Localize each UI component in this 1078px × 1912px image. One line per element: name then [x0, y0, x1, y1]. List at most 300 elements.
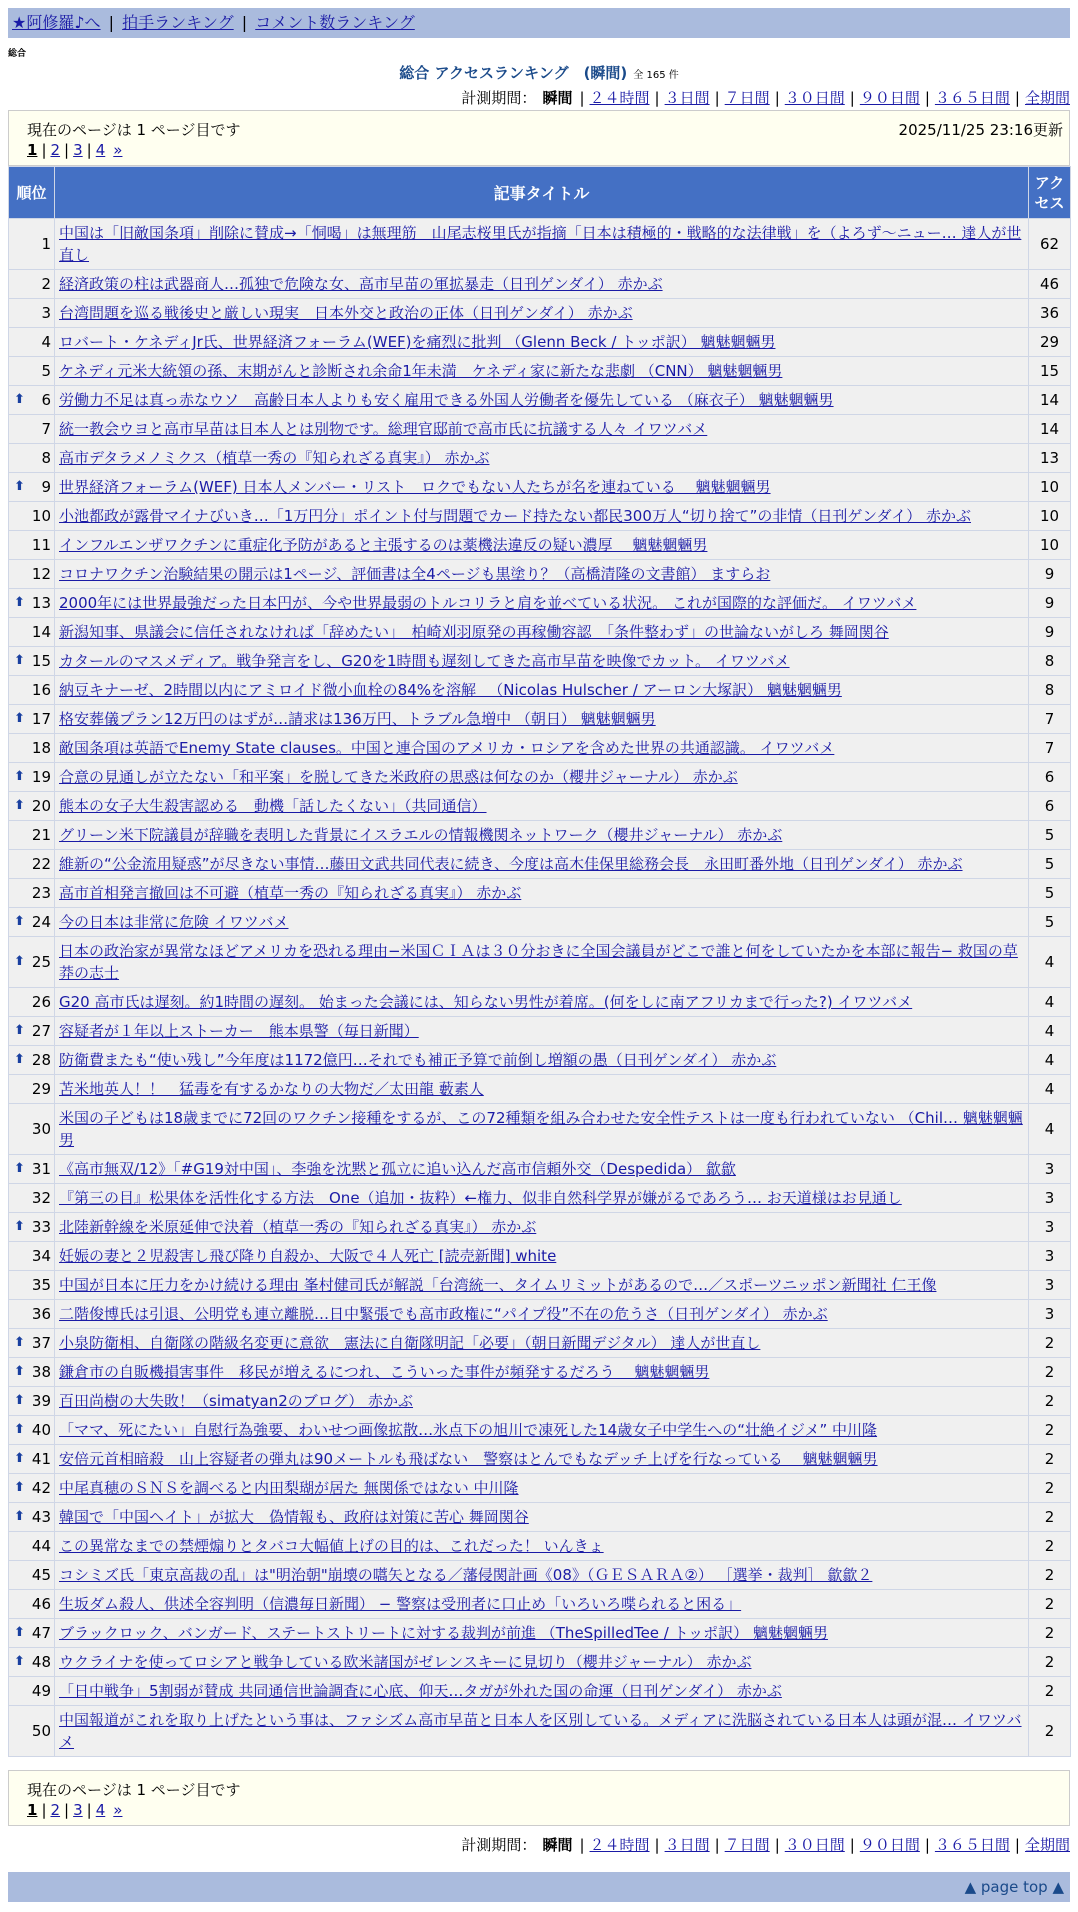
- rank-number: 46: [31, 1595, 51, 1613]
- page-info: 現在のページは 1 ページ目です: [27, 121, 241, 139]
- rank-number: 5: [41, 362, 51, 380]
- title-cell: [55, 988, 1029, 1017]
- rank-number: 47: [31, 1624, 51, 1642]
- access-header: アクセス: [1029, 167, 1071, 219]
- rank-cell: [9, 328, 55, 357]
- top-nav-bar: [8, 8, 1070, 38]
- period-label: 計測期間：: [461, 1836, 537, 1854]
- up-arrow-icon: ⬆: [14, 1161, 25, 1176]
- access-count: 7: [1029, 734, 1071, 763]
- period-link-3d[interactable]: ３日間: [664, 1836, 710, 1854]
- up-arrow-icon: ⬆: [14, 1654, 25, 1669]
- up-arrow-icon: ⬆: [14, 769, 25, 784]
- access-count: 6: [1029, 792, 1071, 821]
- home-link[interactable]: ★阿修羅♪へ: [12, 13, 101, 32]
- page-info: 現在のページは 1 ページ目です: [27, 1781, 241, 1799]
- period-link-365d[interactable]: ３６５日間: [934, 89, 1010, 107]
- up-arrow-icon: ⬆: [14, 1625, 25, 1640]
- table-row: [9, 792, 1071, 821]
- article-link[interactable]: 中国が日本に圧力をかけ続ける理由 峯村健司氏が解説「台湾統一、タイムリミットがあるので…／スポーツニッポン新聞社 仁王像: [59, 1276, 937, 1294]
- title-header: 記事タイトル: [55, 167, 1029, 219]
- access-count: 13: [1029, 444, 1071, 473]
- rank-number: 20: [31, 797, 51, 815]
- pager-top: 1 | 2 | 3 | 4 »: [27, 141, 123, 159]
- rank-cell: [9, 415, 55, 444]
- table-row: [9, 647, 1071, 676]
- title-cell: [55, 299, 1029, 328]
- table-row: [9, 618, 1071, 647]
- article-link[interactable]: 小泉防衛相、自衛隊の階級名変更に意欲 憲法に自衛隊明記「必要」（朝日新聞デジタル） 達人が世直し: [59, 1334, 761, 1352]
- table-row: [9, 1706, 1071, 1757]
- page-top-link[interactable]: ▲ page top ▲: [964, 1878, 1064, 1896]
- rank-number: 15: [31, 652, 51, 670]
- article-link[interactable]: 経済政策の柱は武器商人…孤独で危険な女、高市早苗の軍拡暴走（日刊ゲンダイ） 赤かぶ: [59, 275, 663, 293]
- article-link[interactable]: 「日中戦争」5割弱が賛成 共同通信世論調査に心底、仰天…タガが外れた国の命運（日刊ゲンダイ） 赤かぶ: [59, 1682, 782, 1700]
- title-cell: [55, 937, 1029, 988]
- rank-cell: [9, 618, 55, 647]
- table-row: [9, 1619, 1071, 1648]
- table-row: [9, 734, 1071, 763]
- title-cell: [55, 647, 1029, 676]
- access-count: 10: [1029, 502, 1071, 531]
- rank-number: 40: [31, 1421, 51, 1439]
- title-cell: [55, 1155, 1029, 1184]
- article-link[interactable]: 2000年には世界最強だった日本円が、今や世界最弱のトルコリラと肩を並べている状況。 これが国際的な評価だ。 イワツバメ: [59, 594, 917, 612]
- up-arrow-icon: ⬆: [14, 653, 25, 668]
- up-arrow-icon: ⬆: [14, 798, 25, 813]
- applause-ranking-link[interactable]: 拍手ランキング: [122, 13, 234, 32]
- rank-cell: [9, 1416, 55, 1445]
- period-selector-bottom: 計測期間： 瞬間 | ２４時間 | ３日間 | ７日間 | ３０日間 | ９０日間 | ３６５日間 | 全期間: [461, 1836, 1070, 1854]
- title-cell: [55, 1445, 1029, 1474]
- article-link[interactable]: グリーン米下院議員が辞職を表明した背景にイスラエルの情報機関ネットワーク（櫻井ジャーナル） 赤かぶ: [59, 826, 783, 844]
- rank-number: 50: [31, 1722, 51, 1740]
- up-arrow-icon: ⬆: [14, 1480, 25, 1495]
- article-link[interactable]: 維新の“公金流用疑惑”が尽きない事情…藤田文武共同代表に続き、今度は高木佳保里総務会長 永田町番外地（日刊ゲンダイ） 赤かぶ: [59, 855, 963, 873]
- table-row: [9, 879, 1071, 908]
- nav-separator: |: [241, 13, 248, 32]
- access-count: 3: [1029, 1271, 1071, 1300]
- article-link[interactable]: 納豆キナーゼ、2時間以内にアミロイド微小血栓の84%を溶解 （Nicolas Hulscher / アーロン大塚訳） 魑魅魍魎男: [59, 681, 842, 699]
- rank-number: 33: [31, 1218, 51, 1236]
- period-link-90d[interactable]: ９０日間: [859, 1836, 920, 1854]
- article-link[interactable]: ケネディ元米大統領の孫、末期がんと診断され余命1年未満 ケネディ家に新たな悲劇 （CNN） 魑魅魍魎男: [59, 362, 783, 380]
- bottom-bar: [8, 1872, 1070, 1902]
- up-arrow-icon: ⬆: [14, 1422, 25, 1437]
- access-count: 36: [1029, 299, 1071, 328]
- pager-bottom: 1 | 2 | 3 | 4 »: [27, 1801, 123, 1819]
- period-link-7d[interactable]: ７日間: [724, 1836, 770, 1854]
- table-row: [9, 1358, 1071, 1387]
- article-link[interactable]: 《高市無双/12》「#G19対中国」、李強を沈黙と孤立に追い込んだ高市信頼外交（Despedida） 歙歙: [59, 1160, 736, 1178]
- title-cell: [55, 415, 1029, 444]
- rank-number: 45: [31, 1566, 51, 1584]
- title-cell: [55, 1474, 1029, 1503]
- rank-number: 21: [31, 826, 51, 844]
- rank-cell: [9, 1300, 55, 1329]
- title-cell: [55, 1503, 1029, 1532]
- rank-cell: [9, 270, 55, 299]
- period-link-7d[interactable]: ７日間: [724, 89, 770, 107]
- article-link[interactable]: コシミズ氏「東京高裁の乱」は"明治朝"崩壊の嚆矢となる／藩侵関計画《08》（ＧＥＳＡＲＡ②） ［選挙・裁判］ 歙歙２: [59, 1566, 873, 1584]
- comment-ranking-link[interactable]: コメント数ランキング: [255, 13, 415, 32]
- pager-current: 1: [27, 141, 38, 159]
- table-row: [9, 1184, 1071, 1213]
- rank-cell: [9, 734, 55, 763]
- rank-number: 41: [31, 1450, 51, 1468]
- period-link-24h[interactable]: ２４時間: [589, 89, 650, 107]
- up-arrow-icon: ⬆: [14, 914, 25, 929]
- rank-number: 25: [31, 953, 51, 971]
- page-title-row: [0, 62, 1078, 83]
- up-arrow-icon: ⬆: [14, 1393, 25, 1408]
- rank-cell: [9, 1532, 55, 1561]
- access-count: 2: [1029, 1416, 1071, 1445]
- table-row: [9, 270, 1071, 299]
- rank-number: 22: [31, 855, 51, 873]
- access-count: 2: [1029, 1503, 1071, 1532]
- rank-cell: [9, 473, 55, 502]
- table-row: [9, 415, 1071, 444]
- rank-cell: [9, 299, 55, 328]
- title-cell: [55, 1300, 1029, 1329]
- table-row: [9, 1561, 1071, 1590]
- rank-cell: [9, 1242, 55, 1271]
- rank-cell: [9, 792, 55, 821]
- rank-number: 9: [41, 478, 51, 496]
- access-count: 5: [1029, 908, 1071, 937]
- period-link-all[interactable]: 全期間: [1024, 1836, 1070, 1854]
- article-link[interactable]: 二階俊博氏は引退、公明党も連立離脱…日中緊張でも高市政権に“パイプ役”不在の危うさ（日刊ゲンダイ） 赤かぶ: [59, 1305, 828, 1323]
- title-cell: [55, 1532, 1029, 1561]
- article-link[interactable]: 韓国で「中国ヘイト」が拡大 偽情報も、政府は対策に苦心 舞岡関谷: [59, 1508, 529, 1526]
- up-arrow-icon: ⬆: [14, 1451, 25, 1466]
- up-arrow-icon: ⬆: [14, 1023, 25, 1038]
- table-row: [9, 1532, 1071, 1561]
- title-cell: [55, 1677, 1029, 1706]
- access-count: 14: [1029, 386, 1071, 415]
- rank-cell: [9, 531, 55, 560]
- pager-link-4[interactable]: 4: [95, 141, 106, 159]
- article-link[interactable]: 敵国条項は英語でEnemy State clauses。中国と連合国のアメリカ・ロシアを含めた世界の共通認識。 イワツバメ: [59, 739, 835, 757]
- rank-cell: [9, 1329, 55, 1358]
- access-count: 2: [1029, 1532, 1071, 1561]
- access-count: 4: [1029, 937, 1071, 988]
- page-info-box-top: [8, 110, 1070, 166]
- access-count: 9: [1029, 589, 1071, 618]
- title-cell: [55, 589, 1029, 618]
- access-count: 7: [1029, 705, 1071, 734]
- rank-cell: [9, 1590, 55, 1619]
- article-link[interactable]: 労働力不足は真っ赤なウソ 高齢日本人よりも安く雇用できる外国人労働者を優先している （麻衣子） 魑魅魍魎男: [59, 391, 834, 409]
- table-row: [9, 357, 1071, 386]
- title-cell: [55, 763, 1029, 792]
- pager-link-4[interactable]: 4: [95, 1801, 106, 1819]
- pager-next[interactable]: »: [113, 1801, 123, 1819]
- rank-cell: [9, 219, 55, 270]
- title-cell: [55, 502, 1029, 531]
- rank-number: 38: [31, 1363, 51, 1381]
- ranking-table: [8, 166, 1071, 1757]
- title-cell: [55, 821, 1029, 850]
- access-count: 2: [1029, 1474, 1071, 1503]
- title-cell: [55, 1590, 1029, 1619]
- article-link[interactable]: ロバート・ケネディJr氏、世界経済フォーラム(WEF)を痛烈に批判 （Glenn Beck / トッポ訳） 魑魅魍魎男: [59, 333, 776, 351]
- rank-cell: [9, 357, 55, 386]
- article-link[interactable]: 妊娠の妻と２児殺害し飛び降り自殺か、大阪で４人死亡 [読売新聞] white: [59, 1247, 557, 1265]
- rank-cell: [9, 1561, 55, 1590]
- table-row: [9, 821, 1071, 850]
- title-cell: [55, 850, 1029, 879]
- rank-cell: [9, 676, 55, 705]
- period-link-3d[interactable]: ３日間: [664, 89, 710, 107]
- period-selector-top: 計測期間： 瞬間 | ２４時間 | ３日間 | ７日間 | ３０日間 | ９０日間 | ３６５日間 | 全期間: [461, 89, 1070, 107]
- title-cell: [55, 560, 1029, 589]
- article-link[interactable]: 容疑者が１年以上ストーカー 熊本県警（毎日新聞）: [59, 1022, 419, 1040]
- article-link[interactable]: 生坂ダム殺人、供述全容判明（信濃毎日新聞） − 警察は受刑者に口止め「いろいろ喋られると困る」: [59, 1595, 742, 1613]
- title-cell: [55, 219, 1029, 270]
- title-cell: [55, 270, 1029, 299]
- article-link[interactable]: 苫米地英人！！ 猛毒を有するかなりの大物だ／太田龍 藪素人: [59, 1080, 484, 1098]
- rank-cell: [9, 1358, 55, 1387]
- rank-number: 13: [31, 594, 51, 612]
- rank-cell: [9, 560, 55, 589]
- table-row: [9, 937, 1071, 988]
- table-row: [9, 219, 1071, 270]
- article-link[interactable]: 中国は「旧敵国条項」削除に賛成→「恫喝」は無理筋 山尾志桜里氏が指摘「日本は積極的・戦略的な法律戦」を（よろず〜ニュー… 達人が世直し: [59, 224, 1022, 264]
- title-cell: [55, 531, 1029, 560]
- rank-cell: [9, 821, 55, 850]
- up-arrow-icon: ⬆: [14, 1052, 25, 1067]
- title-cell: [55, 1046, 1029, 1075]
- table-row: [9, 1590, 1071, 1619]
- article-link[interactable]: 日本の政治家が異常なほどアメリカを恐れる理由−米国ＣＩＡは３０分おきに全国会議員がどこで誰と何をしていたかを本部に報告− 救国の草莽の志士: [59, 942, 1018, 982]
- article-link[interactable]: 米国の子どもは18歳までに72回のワクチン接種をするが、この72種類を組み合わせた安全性テストは一度も行われていない （Chil… 魑魅魍魎男: [59, 1109, 1023, 1149]
- access-count: 8: [1029, 647, 1071, 676]
- rank-cell: [9, 1474, 55, 1503]
- access-count: 10: [1029, 531, 1071, 560]
- article-link[interactable]: 新潟知事、県議会に信任されなければ「辞めたい」 柏崎刈羽原発の再稼働容認 「条件整わず」の世論ないがしろ 舞岡関谷: [59, 623, 889, 641]
- title-cell: [55, 1706, 1029, 1757]
- access-count: 2: [1029, 1561, 1071, 1590]
- rank-number: 28: [31, 1051, 51, 1069]
- article-link[interactable]: 「ママ、死にたい」自慰行為強要、わいせつ画像拡散…氷点下の旭川で凍死した14歳女子中学生への“壮絶イジメ” 中川隆: [59, 1421, 878, 1439]
- article-link[interactable]: カタールのマスメディア。戦争発言をし、G20を1時間も遅刻してきた高市早苗を映像でカット。 イワツバメ: [59, 652, 790, 670]
- article-link[interactable]: 小池都政が露骨マイナびいき…「1万円分」ポイント付与問題でカード持たない都民300万人“切り捨て”の非情（日刊ゲンダイ） 赤かぶ: [59, 507, 971, 525]
- rank-number: 44: [31, 1537, 51, 1555]
- article-link[interactable]: 今の日本は非常に危険 イワツバメ: [59, 913, 289, 931]
- rank-cell: [9, 1648, 55, 1677]
- title-cell: [55, 618, 1029, 647]
- rank-cell: [9, 988, 55, 1017]
- title-cell: [55, 792, 1029, 821]
- table-row: [9, 386, 1071, 415]
- article-link[interactable]: 中国報道がこれを取り上げたという事は、ファシズム高市早苗と日本人を区別している。メディアに洗脳されている日本人は頭が混… イワツバメ: [59, 1711, 1022, 1751]
- rank-cell: [9, 908, 55, 937]
- period-link-365d[interactable]: ３６５日間: [934, 1836, 1010, 1854]
- pager-link-2[interactable]: 2: [50, 141, 61, 159]
- rank-number: 48: [31, 1653, 51, 1671]
- pager-link-3[interactable]: 3: [73, 141, 83, 159]
- table-row: [9, 1387, 1071, 1416]
- access-count: 2: [1029, 1358, 1071, 1387]
- title-cell: [55, 1416, 1029, 1445]
- table-row: [9, 763, 1071, 792]
- access-count: 2: [1029, 1619, 1071, 1648]
- period-link-all[interactable]: 全期間: [1024, 89, 1070, 107]
- period-link-30d[interactable]: ３０日間: [784, 89, 845, 107]
- article-link[interactable]: コロナワクチン治験結果の開示は1ページ、評価書は全4ページも黒塗り？（高橋清隆の文書館） ますらお: [59, 565, 771, 583]
- rank-number: 16: [31, 681, 51, 699]
- access-count: 14: [1029, 415, 1071, 444]
- article-link[interactable]: 防衛費またも“使い残し”今年度は1172億円…それでも補正予算で前倒し増額の愚（日刊ゲンダイ） 赤かぶ: [59, 1051, 777, 1069]
- pager-current: 1: [27, 1801, 38, 1819]
- category-label: 総合: [8, 49, 27, 59]
- table-row: [9, 908, 1071, 937]
- table-row: [9, 589, 1071, 618]
- table-row: [9, 531, 1071, 560]
- rank-number: 35: [31, 1276, 51, 1294]
- up-arrow-icon: ⬆: [14, 595, 25, 610]
- up-arrow-icon: ⬆: [14, 479, 25, 494]
- rank-cell: [9, 1271, 55, 1300]
- total-count: 全 165 件: [633, 70, 679, 81]
- article-link[interactable]: ブラックロック、バンガード、ステートストリートに対する裁判が前進 （TheSpilledTee / トッポ訳） 魑魅魍魎男: [59, 1624, 828, 1642]
- up-arrow-icon: ⬆: [14, 711, 25, 726]
- article-link[interactable]: 統一教会ウヨと高市早苗は日本人とは別物です。総理官邸前で高市氏に抗議する人々 イワツバメ: [59, 420, 708, 438]
- access-count: 3: [1029, 1213, 1071, 1242]
- access-count: 46: [1029, 270, 1071, 299]
- pager-link-2[interactable]: 2: [50, 1801, 61, 1819]
- title-cell: [55, 1213, 1029, 1242]
- title-cell: [55, 386, 1029, 415]
- title-cell: [55, 1104, 1029, 1155]
- title-cell: [55, 1329, 1029, 1358]
- access-count: 29: [1029, 328, 1071, 357]
- rank-cell: [9, 1017, 55, 1046]
- period-link-24h[interactable]: ２４時間: [589, 1836, 650, 1854]
- article-link[interactable]: 北陸新幹線を米原延伸で決着（植草一秀の『知られざる真実』） 赤かぶ: [59, 1218, 537, 1236]
- access-count: 2: [1029, 1677, 1071, 1706]
- article-link[interactable]: 高市デタラメノミクス（植草一秀の『知られざる真実』） 赤かぶ: [59, 449, 490, 467]
- access-count: 62: [1029, 219, 1071, 270]
- rank-number: 2: [41, 275, 51, 293]
- rank-cell: [9, 1184, 55, 1213]
- table-row: [9, 1155, 1071, 1184]
- rank-header: 順位: [9, 167, 55, 219]
- access-count: 8: [1029, 676, 1071, 705]
- nav-separator: |: [108, 13, 115, 32]
- page-info-box-bottom: [8, 1770, 1070, 1826]
- rank-cell: [9, 1155, 55, 1184]
- ranking-body: [9, 219, 1071, 1757]
- article-link[interactable]: 合意の見通しが立たない「和平案」を脱してきた米政府の思惑は何なのか（櫻井ジャーナル） 赤かぶ: [59, 768, 738, 786]
- article-link[interactable]: 中尾真穂のＳＮＳを調べると内田梨瑚が居た 無関係ではない 中川隆: [59, 1479, 519, 1497]
- up-arrow-icon: ⬆: [14, 954, 25, 969]
- period-current: 瞬間: [542, 89, 573, 107]
- title-cell: [55, 1358, 1029, 1387]
- rank-cell: [9, 647, 55, 676]
- rank-number: 36: [31, 1305, 51, 1323]
- rank-number: 31: [31, 1160, 51, 1178]
- article-link[interactable]: 安倍元首相暗殺 山上容疑者の弾丸は90メートルも飛ばない 警察はとんでもなデッチ上げを行なっている 魑魅魍魎男: [59, 1450, 878, 1468]
- title-cell: [55, 1075, 1029, 1104]
- rank-number: 1: [41, 235, 51, 253]
- access-count: 2: [1029, 1329, 1071, 1358]
- table-row: [9, 1677, 1071, 1706]
- pager-next[interactable]: »: [113, 141, 123, 159]
- rank-number: 37: [31, 1334, 51, 1352]
- pager-link-3[interactable]: 3: [73, 1801, 83, 1819]
- table-row: [9, 1213, 1071, 1242]
- access-count: 3: [1029, 1242, 1071, 1271]
- access-count: 3: [1029, 1155, 1071, 1184]
- rank-cell: [9, 589, 55, 618]
- article-link[interactable]: 台湾問題を巡る戦後史と厳しい現実 日本外交と政治の正体（日刊ゲンダイ） 赤かぶ: [59, 304, 633, 322]
- article-link[interactable]: G20 高市氏は遅刻。約1時間の遅刻。 始まった会議には、知らない男性が着席。(何をしに南アフリカまで行った?) イワツバメ: [59, 993, 913, 1011]
- article-link[interactable]: 熊本の女子大生殺害認める 動機「話したくない」（共同通信）: [59, 797, 487, 815]
- access-count: 2: [1029, 1387, 1071, 1416]
- rank-cell: [9, 1445, 55, 1474]
- article-link[interactable]: 高市首相発言撤回は不可避（植草一秀の『知られざる真実』） 赤かぶ: [59, 884, 522, 902]
- period-link-90d[interactable]: ９０日間: [859, 89, 920, 107]
- access-count: 4: [1029, 1104, 1071, 1155]
- period-link-30d[interactable]: ３０日間: [784, 1836, 845, 1854]
- table-row: [9, 850, 1071, 879]
- rank-cell: [9, 1619, 55, 1648]
- title-cell: [55, 1271, 1029, 1300]
- rank-cell: [9, 1075, 55, 1104]
- table-row: [9, 1242, 1071, 1271]
- table-row: [9, 988, 1071, 1017]
- access-count: 2: [1029, 1706, 1071, 1757]
- article-link[interactable]: インフルエンザワクチンに重症化予防があると主張するのは薬機法違反の疑い濃厚 魑魅魍魎男: [59, 536, 708, 554]
- updated-time: 2025/11/25 23:16更新: [898, 121, 1063, 139]
- rank-number: 10: [31, 507, 51, 525]
- rank-number: 23: [31, 884, 51, 902]
- rank-number: 4: [41, 333, 51, 351]
- article-link[interactable]: 百田尚樹の大失敗！（simatyan2のブログ） 赤かぶ: [59, 1392, 414, 1410]
- access-count: 10: [1029, 473, 1071, 502]
- title-cell: [55, 1184, 1029, 1213]
- table-row: [9, 1046, 1071, 1075]
- rank-cell: [9, 879, 55, 908]
- title-cell: [55, 444, 1029, 473]
- period-label: 計測期間：: [461, 89, 537, 107]
- article-link[interactable]: 『第三の目』松果体を活性化する方法 One（追加・抜粋）←権力、似非自然科学界が嫌がるであろう… お天道様はお見通し: [59, 1189, 902, 1207]
- table-row: [9, 1503, 1071, 1532]
- access-count: 9: [1029, 560, 1071, 589]
- title-cell: [55, 328, 1029, 357]
- access-count: 4: [1029, 1075, 1071, 1104]
- article-link[interactable]: 格安葬儀プラン12万円のはずが…請求は136万円、トラブル急増中 （朝日） 魑魅魍魎男: [59, 710, 656, 728]
- article-link[interactable]: 世界経済フォーラム(WEF) 日本人メンバー・リスト ロクでもない人たちが名を連ねている 魑魅魍魎男: [59, 478, 771, 496]
- rank-cell: [9, 1706, 55, 1757]
- rank-number: 27: [31, 1022, 51, 1040]
- period-current: 瞬間: [542, 1836, 573, 1854]
- rank-number: 19: [31, 768, 51, 786]
- article-link[interactable]: ウクライナを使ってロシアと戦争している欧米諸国がゼレンスキーに見切り（櫻井ジャーナル） 赤かぶ: [59, 1653, 752, 1671]
- rank-number: 49: [31, 1682, 51, 1700]
- rank-number: 14: [31, 623, 51, 641]
- title-cell: [55, 734, 1029, 763]
- article-link[interactable]: この異常なまでの禁煙煽りとタバコ大幅値上げの目的は、これだった！ いんきょ: [59, 1537, 604, 1555]
- rank-number: 11: [31, 536, 51, 554]
- rank-number: 8: [41, 449, 51, 467]
- access-count: 3: [1029, 1300, 1071, 1329]
- rank-cell: [9, 937, 55, 988]
- article-link[interactable]: 鎌倉市の自販機損害事件 移民が増えるにつれ、こういった事件が頻発するだろう 魑魅魍魎男: [59, 1363, 710, 1381]
